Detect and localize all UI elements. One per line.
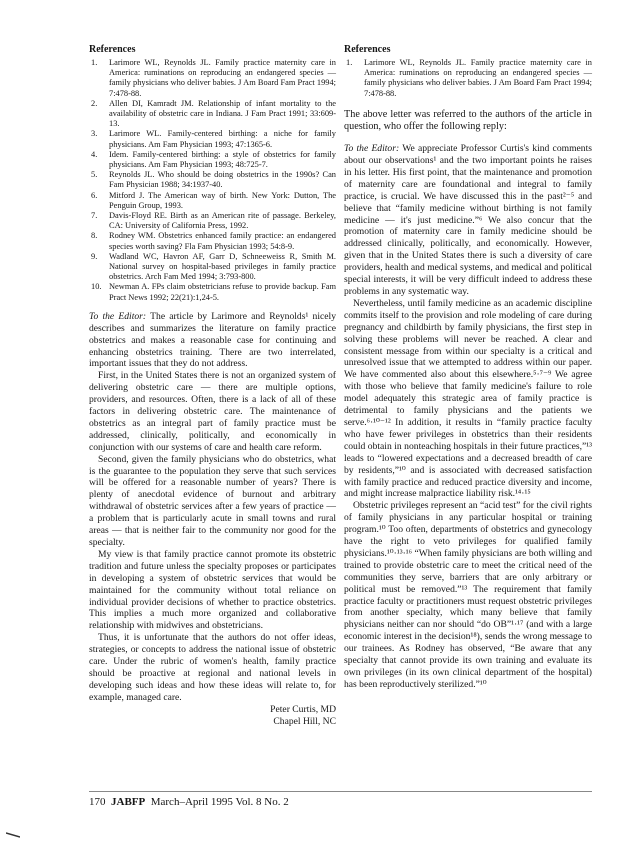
signature-place: Chapel Hill, NC bbox=[273, 715, 336, 727]
reference-text: Larimore WL. Family-centered birthing: a niche for family physicians. Am Fam Physician 1993; 47:1365-6. bbox=[109, 129, 336, 149]
journal-name: JABFP bbox=[111, 796, 146, 808]
reference-number: 1. bbox=[91, 57, 98, 67]
reference-item bbox=[89, 231, 336, 251]
reference-text: Davis-Floyd RE. Birth as an American rite of passage. Berkeley, CA: University of California Press, 1992. bbox=[109, 210, 336, 231]
reply-salutation: To the Editor: bbox=[344, 143, 400, 155]
letter-paragraph-3: Second, given the family physicians who do obstetrics, what is the guarantee to the population they serve that such services will be offered for a reasonable number of years? There is plenty of anecdotal evidence of burnout and arbitrary withdrawal of obstetric services after a few years of practice — a problem that is particularly acute in small towns and rural areas — that is neither fair to the community nor good for the specialty. bbox=[89, 453, 336, 548]
reference-number: 6. bbox=[91, 190, 98, 200]
reference-item bbox=[89, 252, 336, 283]
reference-list bbox=[89, 58, 336, 303]
right-column bbox=[344, 44, 592, 691]
reference-text: Rodney WM. Obstetrics enhanced family practice: an endangered species worth saving? Fla Fam Physician 1993; 54:8-9. bbox=[109, 231, 336, 251]
reference-text: Larimore WL, Reynolds JL. Family practice maternity care in America: ruminations on reproducing an endangered species — family physicians who deliver babies. J Am Board Fam Pract 1994; 7:478-88. bbox=[364, 57, 592, 98]
letter-paragraph-4: My view is that family practice cannot promote its obstetric tradition and future unless the specialty proposes or participates in developing a system of obstetric services that would be maintained for the community without total reliance on individual provider decisions of whether to practice obstetrics. This implies a much more organized and collaborative relationship with midwives and obstetricians. bbox=[89, 548, 336, 632]
reference-number: 7. bbox=[91, 210, 98, 220]
reference-number: 10. bbox=[91, 282, 102, 292]
scan-mark-icon bbox=[6, 832, 20, 838]
reference-item bbox=[89, 150, 336, 170]
reference-number: 9. bbox=[91, 251, 98, 261]
reference-item bbox=[89, 99, 336, 130]
reference-item bbox=[89, 191, 336, 211]
reference-text: Allen DI, Kamradt JM. Relationship of infant mortality to the availability of obstetric care in Indiana. J Fam Pract 1991; 33:609-13. bbox=[109, 98, 336, 129]
reference-text: Mitford J. The American way of birth. New York: Dutton, The Penguin Group, 1993. bbox=[109, 190, 336, 210]
references-heading: References bbox=[89, 44, 136, 55]
reference-item bbox=[344, 58, 592, 99]
letter-paragraph-5: Thus, it is unfortunate that the authors do not offer ideas, strategies, or concepts to address the national issue of obstetric care. Under the rubric of women's health, family practice should be proactive at regional and national levels in developing such ideas and how these ideas will relate to, for example, managed care. bbox=[89, 632, 336, 703]
reference-text: Newman A. FPs claim obstetricians refuse to provide backup. Fam Pract News 1992; 22(21):1,24-5. bbox=[109, 282, 336, 302]
reference-text: Wadland WC, Havron AF, Garr D, Schneeweiss R, Smith M. National survey on hospital-based privileges in family practice obstetrics. Arch Fam Med 1994; 3:793-800. bbox=[109, 251, 336, 282]
page-number: 170 bbox=[89, 796, 106, 808]
editor-note: The above letter was referred to the authors of the article in question, who offer the following reply: bbox=[344, 108, 592, 132]
reference-text: Reynolds JL. Who should be doing obstetrics in the 1990s? Can Fam Physician 1988; 34:1937-40. bbox=[109, 170, 336, 190]
reference-item bbox=[89, 129, 336, 149]
reference-text: Larimore WL, Reynolds JL. Family practice maternity care in America: ruminations on reproducing an endangered species — family physicians who deliver babies. J Am Board Fam Pract 1994; 7:478-88. bbox=[109, 57, 336, 98]
letter-salutation: To the Editor: bbox=[89, 310, 147, 322]
reference-list bbox=[344, 58, 592, 99]
reply-paragraph-1 bbox=[344, 143, 592, 298]
reference-item bbox=[89, 282, 336, 302]
reply-text: We appreciate Professor Curtis's kind comments about our observations¹ and the two important points he raises in his letter. His first point, that the maintenance and promotion of maternity care are foundational and integral to family practice, is crucial. We have discussed this in the past²⁻⁵ and believe that “family medicine without birthing is not family medicine — it's just medicine.”⁶ We also concur that the promotion of maternity care in family medicine should be addressed clinically, politically, and economically. However, given that in the United States there is such a diversity of care providers, health and medical systems, and medical and political special interests, it will be very difficult indeed to address these problems in any systematic way. bbox=[344, 143, 592, 297]
reference-number: 5. bbox=[91, 170, 98, 180]
signature-name: Peter Curtis, MD bbox=[270, 703, 336, 715]
reference-number: 2. bbox=[91, 98, 98, 108]
letter-paragraph-1 bbox=[89, 311, 336, 371]
letter-paragraph-2: First, in the United States there is not an organized system of delivering obstetric care — there are multiple options, providers, and resources. Often, there is a lack of all of these factors in delivering obstetric care. The maintenance of obstetrics as an integral part of family practice must be addressed, clinically, politically, and economically in conjunction with our systems of care and health care reform. bbox=[89, 370, 336, 453]
reference-item bbox=[89, 58, 336, 99]
reference-item bbox=[89, 170, 336, 190]
reference-text: Idem. Family-centered birthing: a style of obstetrics for family physicians. Am Fam Physician 1993; 48:725-7. bbox=[109, 149, 336, 169]
reference-number: 3. bbox=[91, 129, 98, 139]
reference-item bbox=[89, 211, 336, 231]
letter-text: The article by Larimore and Reynolds¹ nicely describes and summarizes the literature on family practice obstetrics and makes a reasonable case for continuing and enhancing obstetrics training. There are two interrelated, important issues that they do not address. bbox=[89, 310, 336, 370]
page-footer bbox=[89, 796, 289, 808]
reply-paragraph-2: Nevertheless, until family medicine as an academic discipline commits itself to the provision and role modeling of care during pregnancy and childbirth by family physicians, the first step in solving these problems will never be reached. A clear and consistent message from within our specialty is a critical and unresolved issue that we attempted to address within our paper. We have commented also about this elsewhere.⁵·⁷⁻⁹ We agree with those who believe that family medicine's failure to role model adequately this strategic area of family practice is detrimental to family physicians and the patients we serve.⁶·¹⁰⁻¹² In addition, it results in “family practice faculty who have fewer privileges in obstetrics than their residents could obtain in nonteaching hospitals in their future practices,”¹³ leads to “lowered expectations and a decreased breadth of care by residents,”¹⁰ and is associated with decreased satisfaction with family practice and reduced practice diversity and income, and might increase malpractice liability risk.¹⁴·¹⁵ bbox=[344, 297, 592, 500]
references-heading: References bbox=[344, 44, 391, 55]
issue-info: March–April 1995 Vol. 8 No. 2 bbox=[150, 796, 289, 808]
reference-number: 1. bbox=[346, 57, 353, 67]
left-column bbox=[89, 44, 336, 728]
footer-rule bbox=[89, 791, 592, 792]
reply-paragraph-3: Obstetric privileges represent an “acid test” for the civil rights of family physicians in any particular hospital or training program.¹⁰ Too often, departments of obstetrics and gynecology have the right to veto privileges for qualified family physicians.¹⁰·¹³·¹⁶ “When family physicians are both willing and trained to provide obstetric care to meet the critical need of the communities they serve, barriers that are only arbitrary or political must be removed.”¹³ The requirement that family practice faculty or practitioners must request obstetric privileges from another specialty, which many believe that family physicians neither can nor should “do OB”¹·¹⁷ (and with a large economic interest in the decision¹⁸), sends the wrong message to our trainees. As Rodney has observed, “Be aware that any specialty that cannot provide its own training and evaluate its own privileges (in its own clinical department of the hospital) has been reproductively sterilized.”¹⁰ bbox=[344, 500, 592, 690]
reference-number: 8. bbox=[91, 231, 98, 241]
reference-number: 4. bbox=[91, 149, 98, 159]
